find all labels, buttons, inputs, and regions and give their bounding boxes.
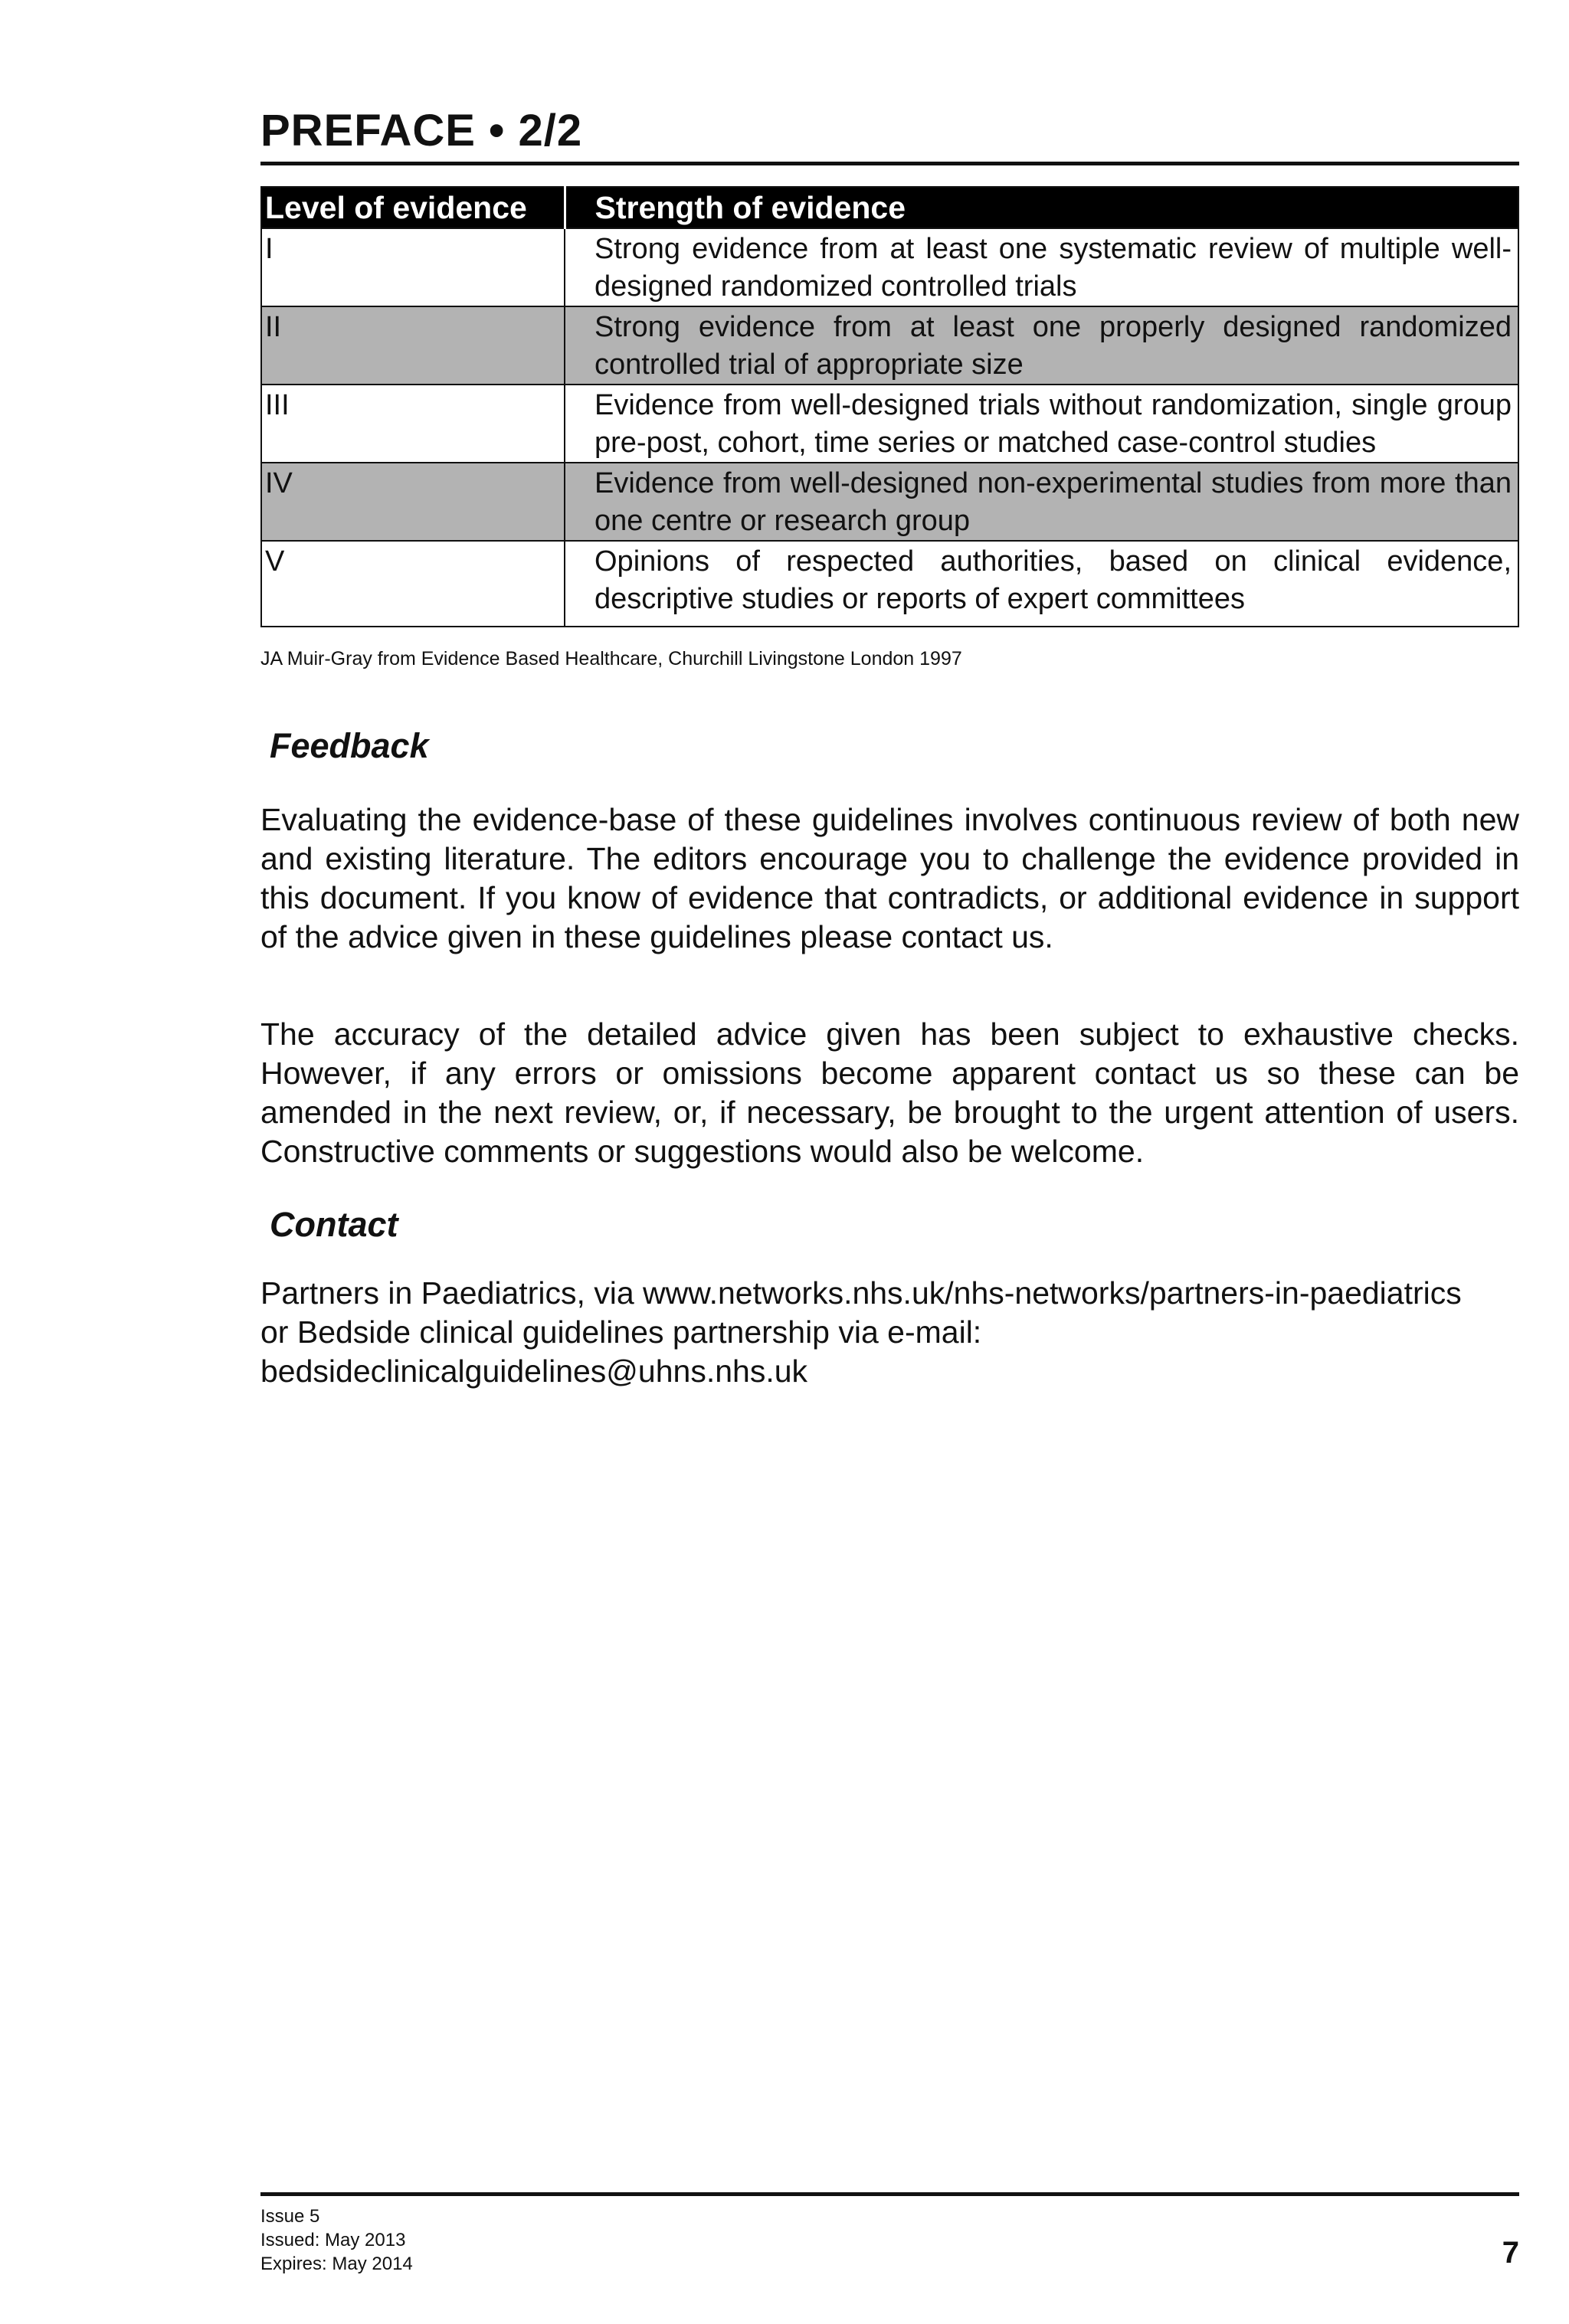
feedback-paragraph-1: Evaluating the evidence-base of these guidelines involves continuous review of both new and existing literature. The editors encourage you to challenge the evidence provided in this document. If you know of evidence that contradicts, or additional evidence in support of the advice given in these guidelines please contact us. bbox=[260, 802, 1519, 954]
footer-issue-info bbox=[260, 2205, 413, 2276]
table-header-row bbox=[261, 187, 1518, 228]
table-row bbox=[261, 541, 1518, 627]
col-header-level: Level of evidence bbox=[261, 187, 565, 228]
level-cell: III bbox=[261, 385, 565, 463]
strength-cell: Evidence from well-designed trials without randomization, single group pre-post, cohort, time series or matched case-control studies bbox=[565, 385, 1518, 463]
level-cell: I bbox=[261, 228, 565, 306]
footer-divider bbox=[260, 2192, 1519, 2196]
strength-cell: Strong evidence from at least one properly designed randomized controlled trial of appropriate size bbox=[565, 306, 1518, 385]
feedback-heading: Feedback bbox=[270, 726, 429, 765]
table-row bbox=[261, 228, 1518, 306]
evidence-table bbox=[260, 186, 1519, 627]
contact-line-2: or Bedside clinical guidelines partnership via e-mail: bbox=[260, 1314, 982, 1350]
page-title: PREFACE • 2/2 bbox=[260, 106, 583, 155]
level-cell: II bbox=[261, 306, 565, 385]
footer-issue: Issue 5 bbox=[260, 2206, 320, 2227]
contact-heading: Contact bbox=[270, 1205, 398, 1244]
footer-expiry-date: Expires: May 2014 bbox=[260, 2254, 413, 2274]
strength-cell: Opinions of respected authorities, based on clinical evidence, descriptive studies or reports of expert committees bbox=[565, 541, 1518, 627]
col-header-strength: Strength of evidence bbox=[565, 187, 1518, 228]
table-row bbox=[261, 463, 1518, 541]
contact-email: bedsideclinicalguidelines@uhns.nhs.uk bbox=[260, 1353, 808, 1389]
level-cell: V bbox=[261, 541, 565, 627]
contact-line-1: Partners in Paediatrics, via www.networks.nhs.uk/nhs-networks/partners-in-paediatrics bbox=[260, 1275, 1462, 1311]
strength-cell: Evidence from well-designed non-experimental studies from more than one centre or research group bbox=[565, 463, 1518, 541]
title-divider bbox=[260, 162, 1519, 165]
feedback-paragraph-2: The accuracy of the detailed advice given has been subject to exhaustive checks. However, if any errors or omissions become apparent contact us so these can be amended in the next review, or, if necessary, be brought to the urgent attention of users. Constructive comments or suggestions would also be welcome. bbox=[260, 1016, 1519, 1169]
footer-issued-date: Issued: May 2013 bbox=[260, 2230, 406, 2250]
strength-cell: Strong evidence from at least one systematic review of multiple well-designed randomized controlled trials bbox=[565, 228, 1518, 306]
table-row bbox=[261, 306, 1518, 385]
level-cell: IV bbox=[261, 463, 565, 541]
page-number: 7 bbox=[1502, 2236, 1519, 2270]
table-row bbox=[261, 385, 1518, 463]
table-source-citation: JA Muir-Gray from Evidence Based Healthcare, Churchill Livingstone London 1997 bbox=[260, 648, 962, 669]
contact-block bbox=[260, 1274, 1519, 1391]
